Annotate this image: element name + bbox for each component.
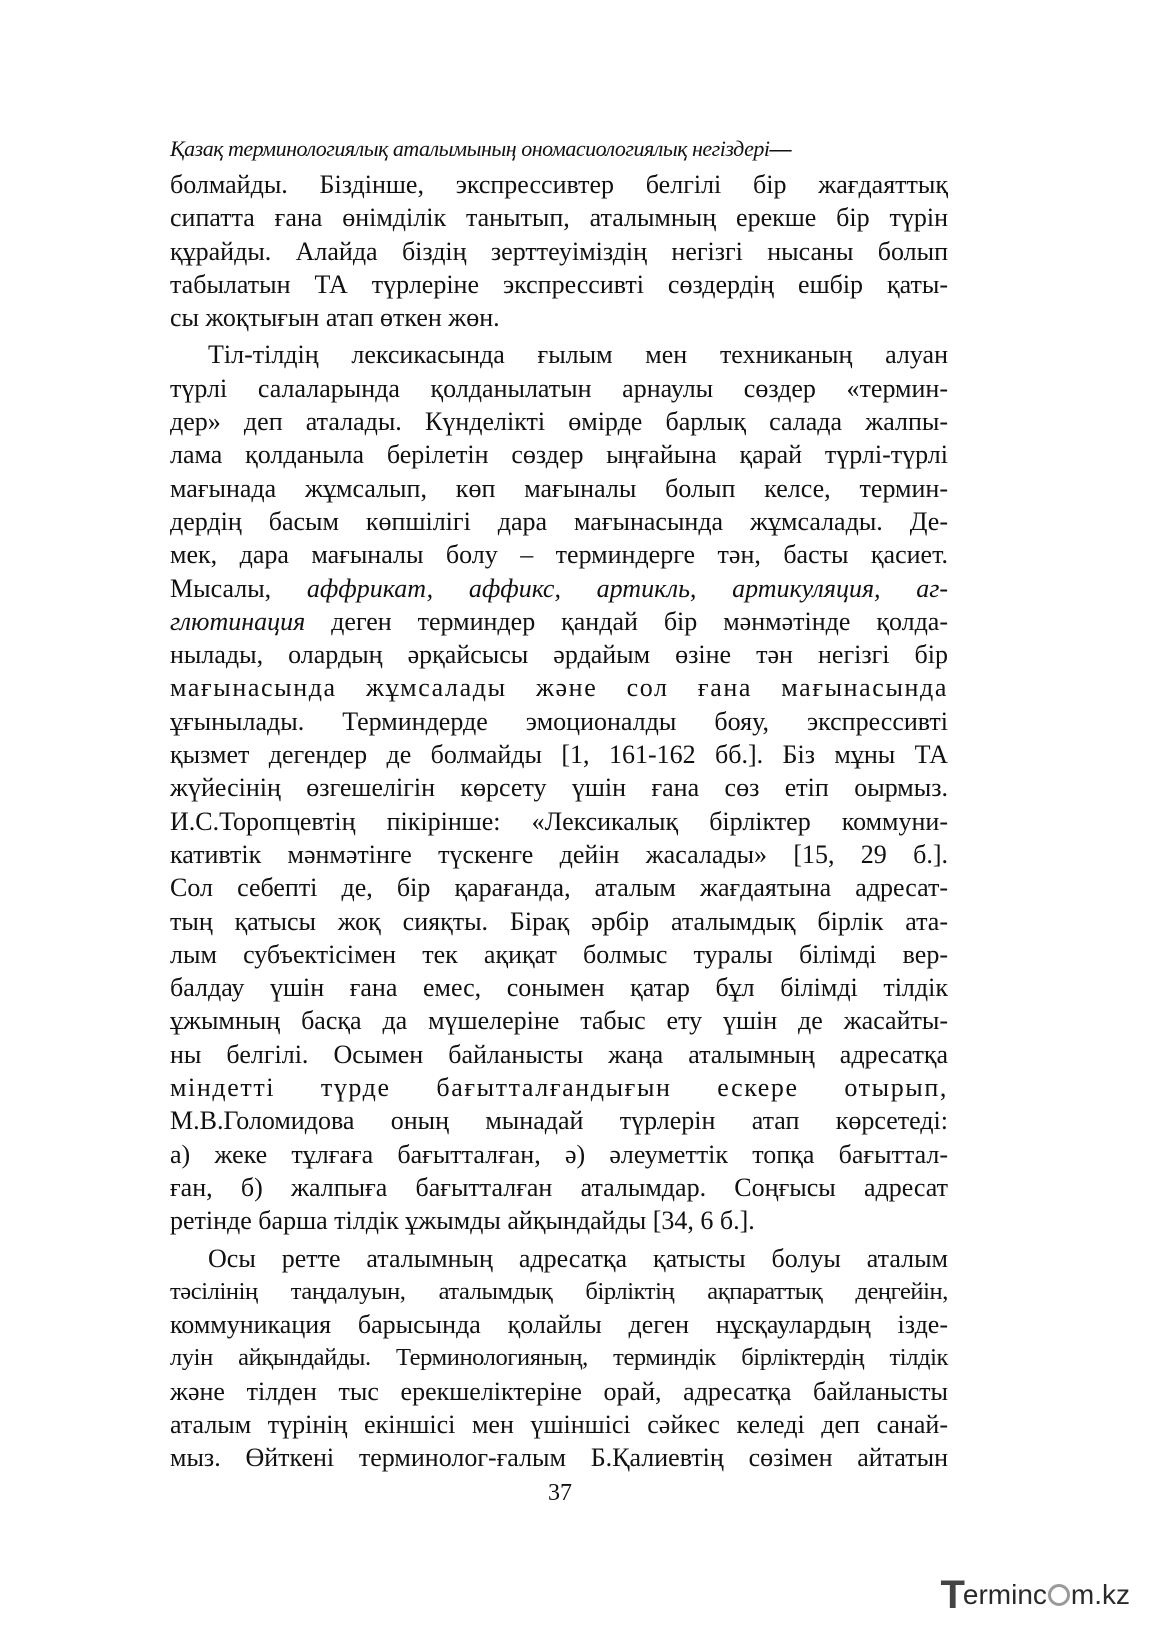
text-line: болмайды. Біздінше, экспрессивтер белгілі бір жағдаяттық (170, 170, 948, 199)
text-line: лама қолданыла берілетін сөздер ыңғайына қарай түрлі-түрлі (170, 440, 948, 470)
text-line: мағынасында жұмсалады және сол ғана мағынасында (170, 673, 948, 703)
running-head-dash: — (769, 136, 791, 161)
text-line: ұжымның басқа да мүшелеріне табыс ету үшін де жасайты- (170, 1006, 948, 1036)
text-segment: деген терминдер қандай бір мәнмәтінде қолда- (331, 606, 949, 636)
text-line: ны белгілі. Осымен байланысты жаңа аталымның адресатқа (170, 1039, 948, 1069)
running-head-text: Қазақ терминологиялық аталымының ономасиологиялық негіздері (170, 136, 770, 161)
italic-term-examples: аффрикат, аффикс, артикль, артикуляция, аг- (306, 573, 948, 603)
paragraph-2 (170, 338, 948, 1237)
text-line: Осы ретте аталымның адресатқа қатысты болуы аталым (208, 1243, 948, 1273)
text-line: а) жеке тұлғаға бағытталған, ә) әлеуметтік топқа бағыттал- (170, 1139, 948, 1169)
text-segment: Мысалы, (170, 573, 272, 603)
text-line: М.В.Голомидова оның мынадай түрлерін атап көрсетеді: (170, 1106, 948, 1136)
circle-logo-icon (1048, 1584, 1070, 1606)
text-line: коммуникация барысында қолайлы деген нұсқаулардың ізде- (170, 1310, 948, 1340)
text-line: Тіл-тілдің лексикасында ғылым мен техниканың алуан (208, 340, 948, 370)
text-line: балдау үшін ғана емес, сонымен қатар бұл білімді тілдік (170, 973, 948, 1003)
text-line: дер» деп аталады. Күнделікті өмірде барлық салада жалпы- (170, 407, 948, 437)
body-text (170, 168, 948, 1475)
text-line: сипатта ғана өнімділік танытып, аталымның ерекше бір түрін (170, 203, 948, 233)
text-line: Сол себепті де, бір қарағанда, аталым жағдаятына адресат- (170, 873, 948, 903)
text-line: ған, б) жалпыға бағытталған аталымдар. Соңғысы адресат (170, 1172, 948, 1202)
text-line: И.С.Торопцевтің пікірінше: «Лексикалық бірліктер коммуни- (170, 806, 948, 836)
text-line: ретінде барша тілдік ұжымды айқындайды [34, 6 б.]. (170, 1206, 755, 1236)
text-line: дердің басым көпшілігі дара мағынасында жұмсалады. Де- (170, 506, 948, 536)
text-line: кативтік мәнмәтінге түскенге дейін жасалады» [15, 29 б.]. (170, 839, 948, 869)
text-line: мағынада жұмсалып, көп мағыналы болып келсе, термин- (170, 473, 948, 503)
watermark-text-part2: m.kz (1070, 1579, 1130, 1610)
text-line: қызмет дегендер де болмайды [1, 161-162 бб.]. Біз мұны ТА (170, 740, 948, 770)
watermark-logo-letter: T (940, 1573, 965, 1617)
text-line: табылатын ТА түрлеріне экспрессивті сөздердің ешбір қаты- (170, 269, 948, 299)
text-line: мек, дара мағыналы болу – терминдерге тән, басты қасиет. (170, 540, 948, 570)
text-line: жүйесінің өзгешелігін көрсету үшін ғана сөз етіп оырмыз. (170, 773, 948, 803)
paragraph-3 (170, 1242, 948, 1475)
text-line: мыз. Өйткені терминолог-ғалым Б.Қалиевтің сөзімен айтатын (170, 1443, 948, 1473)
running-head (170, 132, 948, 166)
text-line: түрлі салаларында қолданылатын арнаулы сөздер «термин- (170, 373, 948, 403)
text-line: сы жоқтығын атап өткен жөн. (170, 303, 500, 333)
site-watermark (940, 1575, 1130, 1615)
text-line: және тілден тыс ерекшеліктеріне орай, адресатқа байланысты (170, 1376, 948, 1406)
page-content (170, 132, 948, 1475)
text-line: тәсілінің таңдалуын, аталымдық бірліктің ақпараттық деңгейін, (170, 1277, 948, 1305)
text-line: аталым түрінің екіншісі мен үшіншісі сәйкес келеді деп санай- (170, 1409, 948, 1439)
watermark-text-part1: erminc (962, 1579, 1047, 1610)
text-line: міндетті түрде бағытталғандығын ескере отырып, (170, 1073, 948, 1103)
text-line: нылады, олардың әрқайсысы әрдайым өзіне тән негізгі бір (170, 640, 948, 670)
text-line: луін айқындайды. Терминологияның, терминдік бірліктердің тілдік (170, 1344, 948, 1372)
text-line-with-examples (170, 605, 948, 638)
text-line: ұғынылады. Терминдерде эмоционалды бояу, экспрессивті (170, 706, 948, 736)
page-number: 37 (548, 1480, 572, 1506)
text-line-with-examples (170, 572, 948, 605)
italic-term-examples: глютинация (170, 606, 306, 636)
text-line: құрайды. Алайда біздің зерттеуіміздің негізгі нысаны болып (170, 236, 948, 266)
text-line: лым субъектісімен тек ақиқат болмыс туралы білімді вер- (170, 939, 948, 969)
paragraph-1 (170, 168, 948, 334)
text-line: тың қатысы жоқ сияқты. Бірақ әрбір аталымдық бірлік ата- (170, 906, 948, 936)
